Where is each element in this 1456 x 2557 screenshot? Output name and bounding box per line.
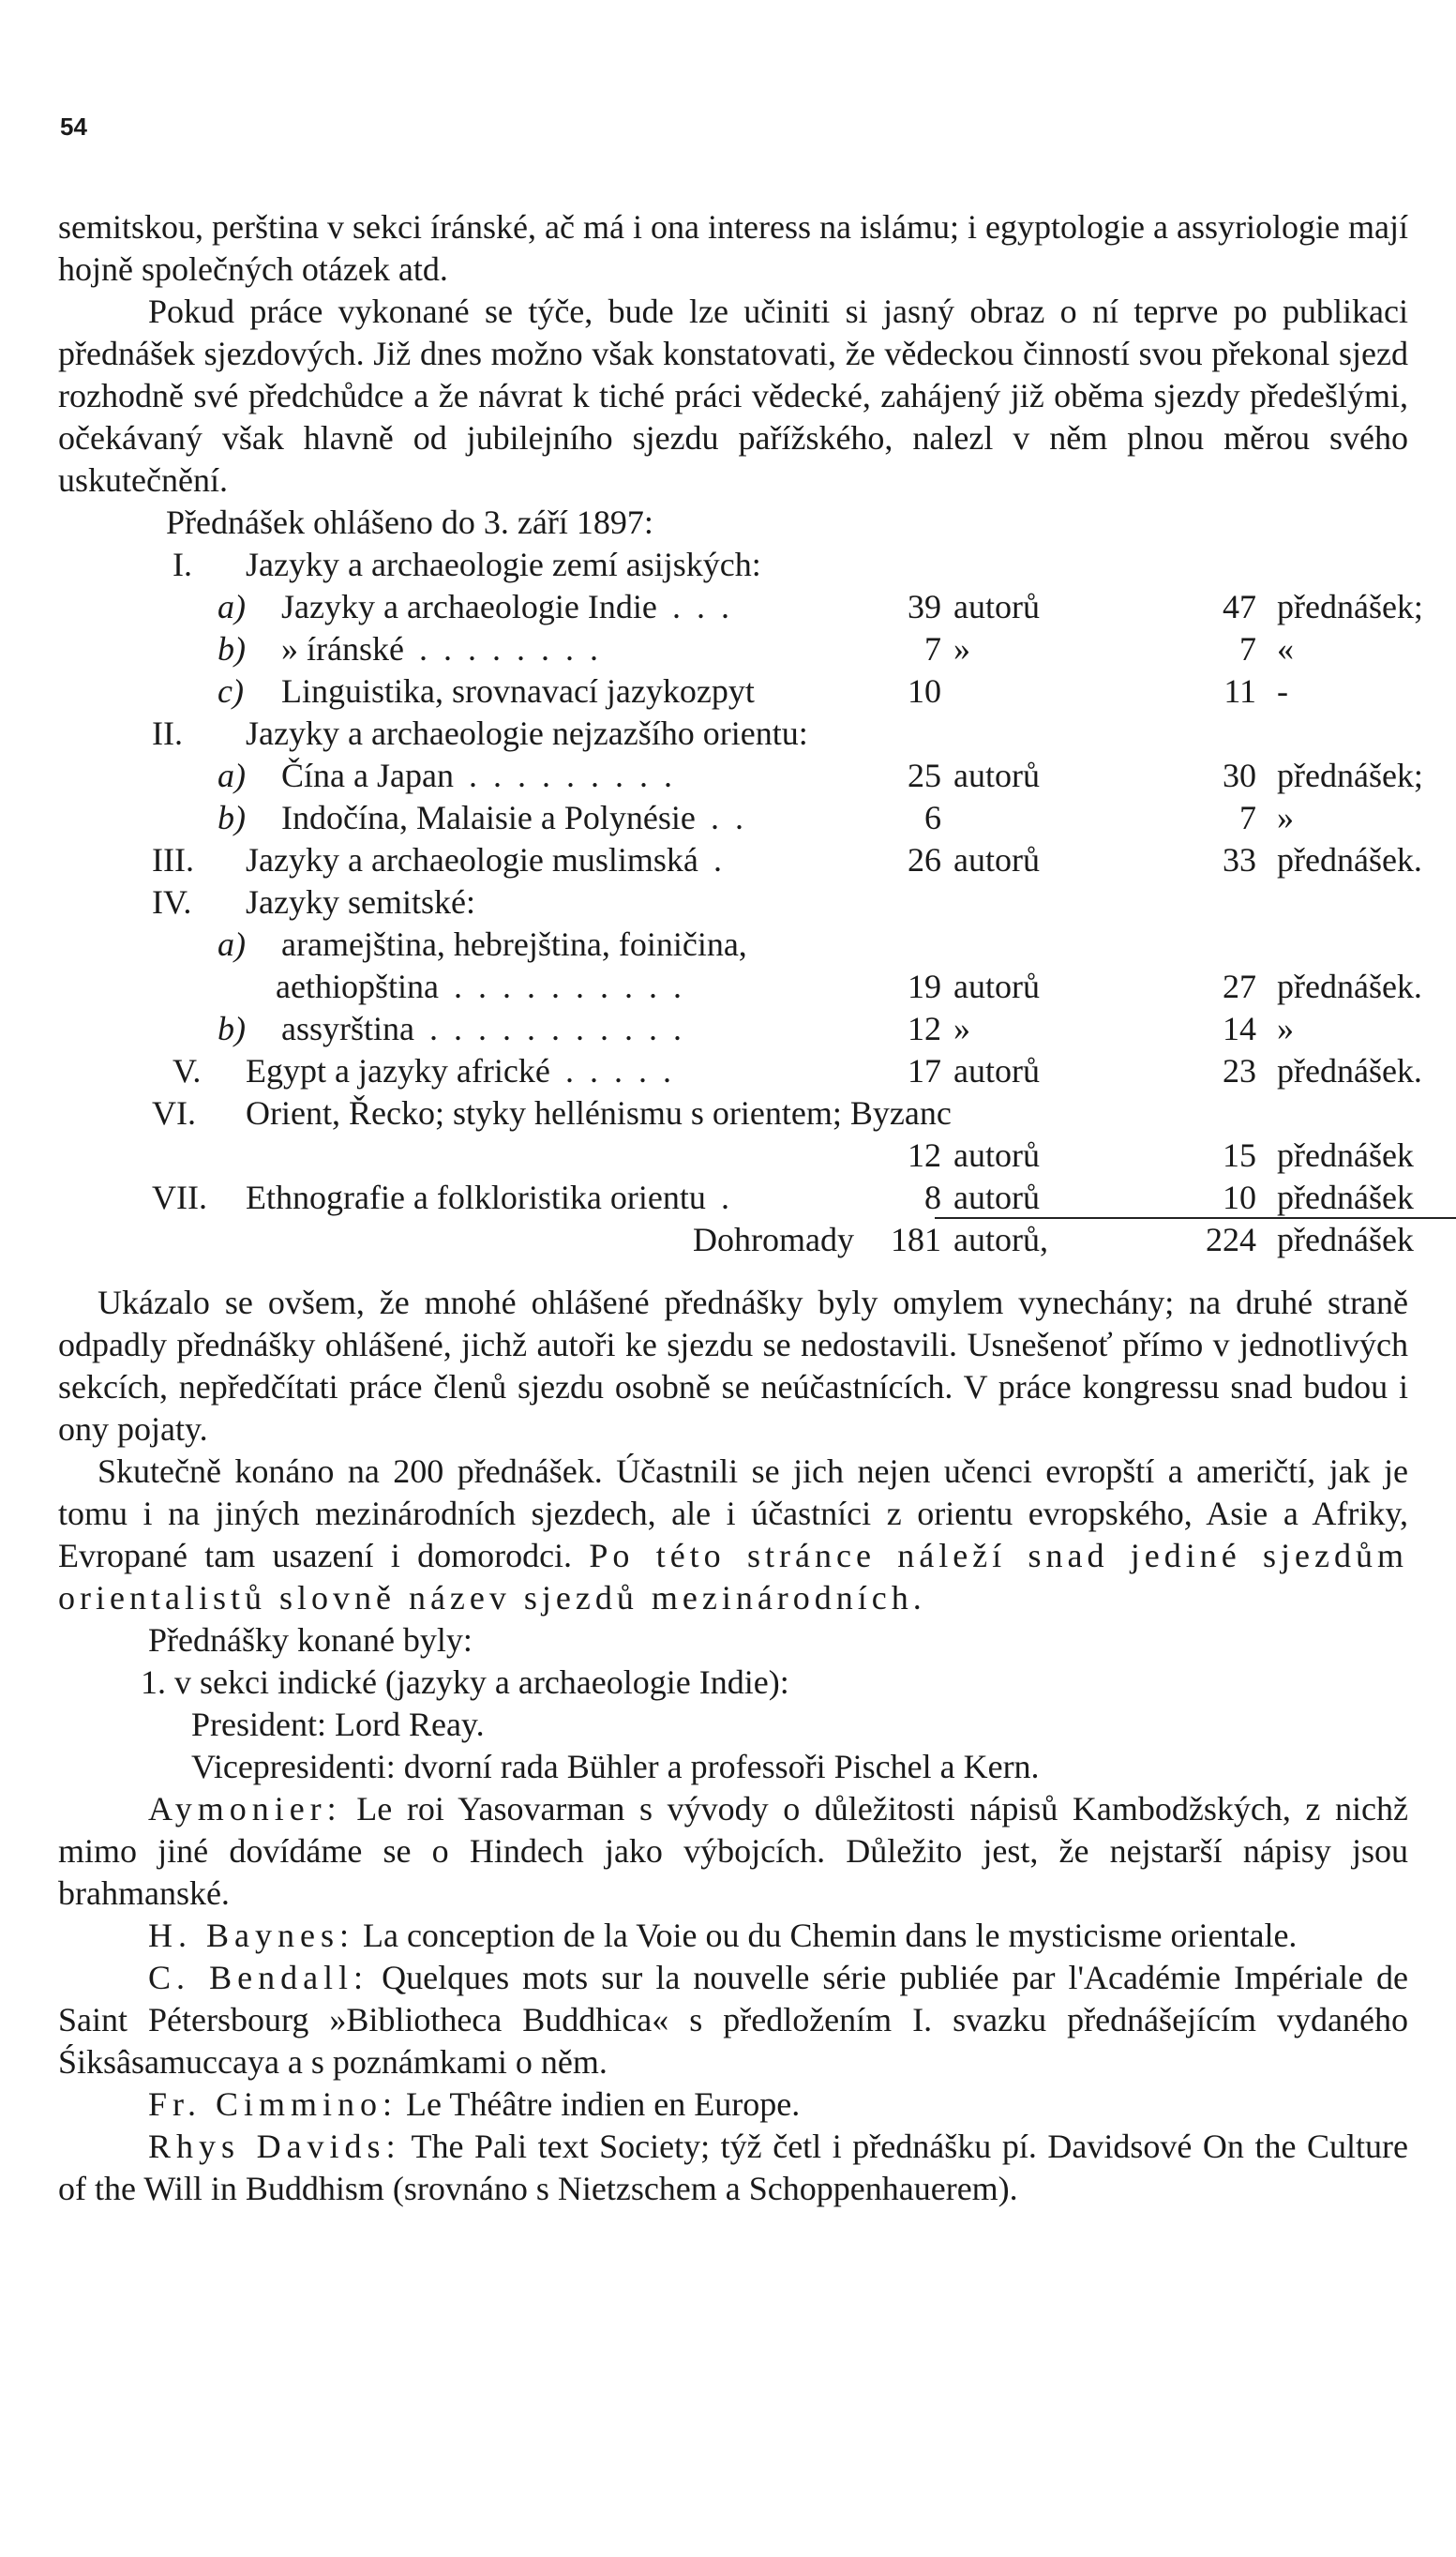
row-label: Ethnografie a folkloristika orientu — [246, 1179, 706, 1216]
lecture-statistics-table — [58, 544, 1423, 1219]
row-lectures-word: přednášek — [1277, 1136, 1414, 1174]
lecture-text: Le Théâtre indien en Europe. — [398, 2085, 801, 2123]
lecture-entry — [58, 1915, 1408, 1957]
row-authors-word: autorů — [953, 1052, 1040, 1090]
row-label-continued: aethiopština — [276, 968, 439, 1005]
table-row — [58, 839, 1422, 881]
row-lectures: 47 — [1223, 588, 1256, 625]
row-authors-word: autorů — [953, 588, 1040, 625]
section-president: President: Lord Reay. — [191, 1706, 485, 1743]
paragraph-4-spaced-text: Po této stránce náleží snad jediné sjezdům orientalistů slovně název sjezdů mezinárodních. — [58, 1537, 1408, 1617]
row-authors: 6 — [924, 799, 941, 836]
section-vicepresidents: Vicepresidenti: dvorní rada Bühler a professoři Pischel a Kern. — [191, 1748, 1040, 1785]
table-row — [58, 670, 1408, 713]
row-label: Jazyky a archaeologie muslimská — [246, 841, 698, 879]
section-title: 1. v sekci indické (jazyky a archaeologie Indie): — [141, 1663, 789, 1701]
row-label: Jazyky a archaeologie Indie — [281, 588, 657, 625]
lecture-entries — [58, 1788, 1408, 2210]
row-label: Orient, Řecko; styky hellénismu s orientem; Byzanc — [246, 1094, 952, 1132]
row-lectures: 7 — [1239, 630, 1256, 668]
lecture-entry — [58, 1957, 1408, 2083]
row-label: Jazyky a archaeologie nejzazšího orientu: — [246, 714, 808, 752]
row-lectures-word: přednášek — [1277, 1179, 1414, 1216]
table-row — [58, 628, 1408, 670]
table-row — [58, 1050, 1422, 1092]
row-numeral: II. — [152, 714, 183, 752]
row-lectures: 30 — [1223, 757, 1256, 794]
total-lectures-word: přednášek — [1277, 1221, 1414, 1258]
row-leader-dots: . . . . . — [565, 1052, 675, 1090]
lecture-author: H. Baynes: — [148, 1917, 354, 1954]
row-lectures-word: přednášek. — [1277, 968, 1422, 1005]
row-lectures: 7 — [1239, 799, 1256, 836]
row-leader-dots: . . . — [672, 588, 733, 625]
row-authors-word: autorů — [953, 968, 1040, 1005]
row-numeral: V. — [173, 1052, 202, 1090]
row-numeral: VI. — [152, 1094, 196, 1132]
table-row — [58, 755, 1423, 797]
row-lectures: 27 — [1223, 968, 1256, 1005]
table-row — [58, 966, 1422, 1008]
row-label: Jazyky a archaeologie zemí asijských: — [246, 546, 761, 583]
row-lectures-word: - — [1277, 672, 1288, 710]
row-sub-letter: a) — [218, 757, 246, 794]
row-label: » íránské — [281, 630, 404, 668]
paragraph-1: semitskou, perština v sekci íránské, ač má i ona interess na islámu; i egyptologie a assyriologie mají hojně společných otázek atd. — [58, 208, 1408, 288]
row-sub-letter: c) — [218, 672, 244, 710]
row-authors: 8 — [924, 1179, 941, 1216]
row-authors-word: » — [953, 630, 970, 668]
row-label: assyrština — [281, 1010, 414, 1047]
table-row — [58, 544, 1408, 586]
table-row — [58, 1008, 1408, 1050]
row-leader-dots: . — [721, 1179, 733, 1216]
row-lectures-word: « — [1277, 630, 1294, 668]
row-lectures: 11 — [1223, 672, 1256, 710]
row-lectures-word: » — [1277, 1010, 1294, 1047]
paragraph-3: Ukázalo se ovšem, že mnohé ohlášené přednášky byly omylem vynechány; na druhé straně odpadly přednášky ohlášené, jichž autoři ke sjezdu se nedostavili. Usnešenoť přímo v jednotlivých sekcích, nepředčítati práce členů sjezdu osobně se neúčastnících. V práce kongressu snad budou i ony pojaty. — [58, 1284, 1408, 1448]
total-authors-word: autorů, — [953, 1221, 1048, 1258]
row-authors-word: autorů — [953, 1136, 1040, 1174]
lecture-text: Quelques mots sur la nouvelle série publiée par l'Académie Impériale de Saint Pétersbourg »Bibliotheca Buddhica« s předložením I. svazku přednášejícím vydaného Śiksâsamuccaya a s poznámkami o něm. — [58, 1959, 1408, 2081]
table-row — [58, 586, 1423, 628]
total-authors: 181 — [891, 1221, 941, 1258]
announced-heading: Přednášek ohlášeno do 3. září 1897: — [166, 504, 653, 541]
row-authors-word: autorů — [953, 1179, 1040, 1216]
held-heading: Přednášky konané byly: — [148, 1621, 473, 1659]
page-number: 54 — [60, 113, 87, 141]
row-label: Egypt a jazyky africké — [246, 1052, 550, 1090]
lecture-text: Le roi Yasovarman s vývody o důležitosti nápisů Kambodžských, z nichž mimo jiné dovídáme se o Hindech jako výbojcích. Důležito jest, že nejstarší nápisy jsou brahmanské. — [58, 1790, 1408, 1912]
lecture-author: Fr. Cimmino: — [148, 2085, 398, 2123]
row-authors: 12 — [908, 1136, 941, 1174]
lecture-author: Aymonier: — [148, 1790, 342, 1828]
lecture-text: La conception de la Voie ou du Chemin dans le mysticisme orientale. — [353, 1917, 1298, 1954]
row-sub-letter: b) — [218, 630, 246, 668]
row-lectures-word: přednášek; — [1277, 588, 1423, 625]
table-row — [58, 881, 1408, 924]
table-row — [58, 924, 1408, 966]
row-sub-letter: b) — [218, 799, 246, 836]
row-authors: 7 — [924, 630, 941, 668]
row-authors: 12 — [908, 1010, 941, 1047]
table-row — [58, 797, 1408, 839]
row-lectures-word: přednášek. — [1277, 841, 1422, 879]
row-label: Linguistika, srovnavací jazykozpyt — [281, 672, 755, 710]
total-row — [58, 1219, 1414, 1261]
row-authors: 39 — [908, 588, 941, 625]
table-row — [58, 1092, 1408, 1135]
row-authors: 19 — [908, 968, 941, 1005]
lecture-entry — [58, 1788, 1408, 1915]
paragraph-4 — [58, 1451, 1408, 1619]
row-authors: 26 — [908, 841, 941, 879]
row-numeral: I. — [173, 546, 192, 583]
row-label: Indočína, Malaisie a Polynésie — [281, 799, 696, 836]
table-row — [58, 1177, 1414, 1219]
row-leader-dots: . — [713, 841, 726, 879]
row-lectures: 15 — [1223, 1136, 1256, 1174]
lecture-text: The Pali text Society; týž četl i přednášku pí. Davidsové On the Culture of the Will in Buddhism (srovnáno s Nietzschem a Schoppenhauerem). — [58, 2128, 1408, 2207]
row-authors-word: autorů — [953, 841, 1040, 879]
lecture-entry — [58, 2126, 1408, 2210]
row-lectures: 23 — [1223, 1052, 1256, 1090]
total-label: Dohromady — [693, 1221, 854, 1258]
row-authors: 10 — [908, 672, 941, 710]
lecture-entry — [58, 2083, 1408, 2126]
row-authors-word: » — [953, 1010, 970, 1047]
row-label: Čína a Japan — [281, 757, 454, 794]
row-leader-dots: . . . . . . . . — [419, 630, 602, 668]
row-leader-dots: . . . . . . . . . — [469, 757, 676, 794]
row-lectures-word: přednášek; — [1277, 757, 1423, 794]
row-sub-letter: a) — [218, 588, 246, 625]
lecture-author: Rhys Davids: — [148, 2128, 401, 2165]
total-lectures: 224 — [1206, 1221, 1256, 1258]
row-label: Jazyky semitské: — [246, 883, 475, 921]
row-sub-letter: b) — [218, 1010, 246, 1047]
row-leader-dots: . . . . . . . . . . . — [429, 1010, 685, 1047]
table-row — [58, 1135, 1414, 1177]
row-leader-dots: . . . . . . . . . . — [454, 968, 685, 1005]
row-sub-letter: a) — [218, 925, 246, 963]
paragraph-4-text: Skutečně konáno na 200 přednášek. Účastnili se jich nejen učenci evropští a američtí, jak je tomu i na jiných mezinárodních sjezdech, ale i účastníci z orientu evropského, Asie a Afriky, Evropané tam usazení i domorodci. — [58, 1452, 1408, 1574]
row-lectures: 33 — [1223, 841, 1256, 879]
row-authors-word: autorů — [953, 757, 1040, 794]
lecture-author: C. Bendall: — [148, 1959, 369, 1996]
table-row — [58, 713, 1408, 755]
row-authors: 17 — [908, 1052, 941, 1090]
row-lectures-word: přednášek. — [1277, 1052, 1422, 1090]
row-lectures-word: » — [1277, 799, 1294, 836]
row-numeral: III. — [152, 841, 194, 879]
row-leader-dots: . . — [711, 799, 747, 836]
row-lectures: 10 — [1223, 1179, 1256, 1216]
section-indic — [58, 1662, 1408, 1788]
page-content — [58, 206, 1423, 2210]
row-authors: 25 — [908, 757, 941, 794]
paragraph-2: Pokud práce vykonané se týče, bude lze učiniti si jasný obraz o ní teprve po publikaci přednášek sjezdových. Již dnes možno však konstatovati, že vědeckou činností svou překonal sjezd rozhodně své předchůdce a že návrat k tiché práci vědecké, zahájený již oběma sjezdy předešlými, očekávaný však hlavně od jubilejního sjezdu pařížského, nalezl v něm plnou měrou svého uskutečnění. — [58, 293, 1408, 499]
row-numeral: VII. — [152, 1179, 207, 1216]
row-numeral: IV. — [152, 883, 192, 921]
row-label: aramejština, hebrejština, foiničina, — [281, 925, 747, 963]
row-lectures: 14 — [1223, 1010, 1256, 1047]
